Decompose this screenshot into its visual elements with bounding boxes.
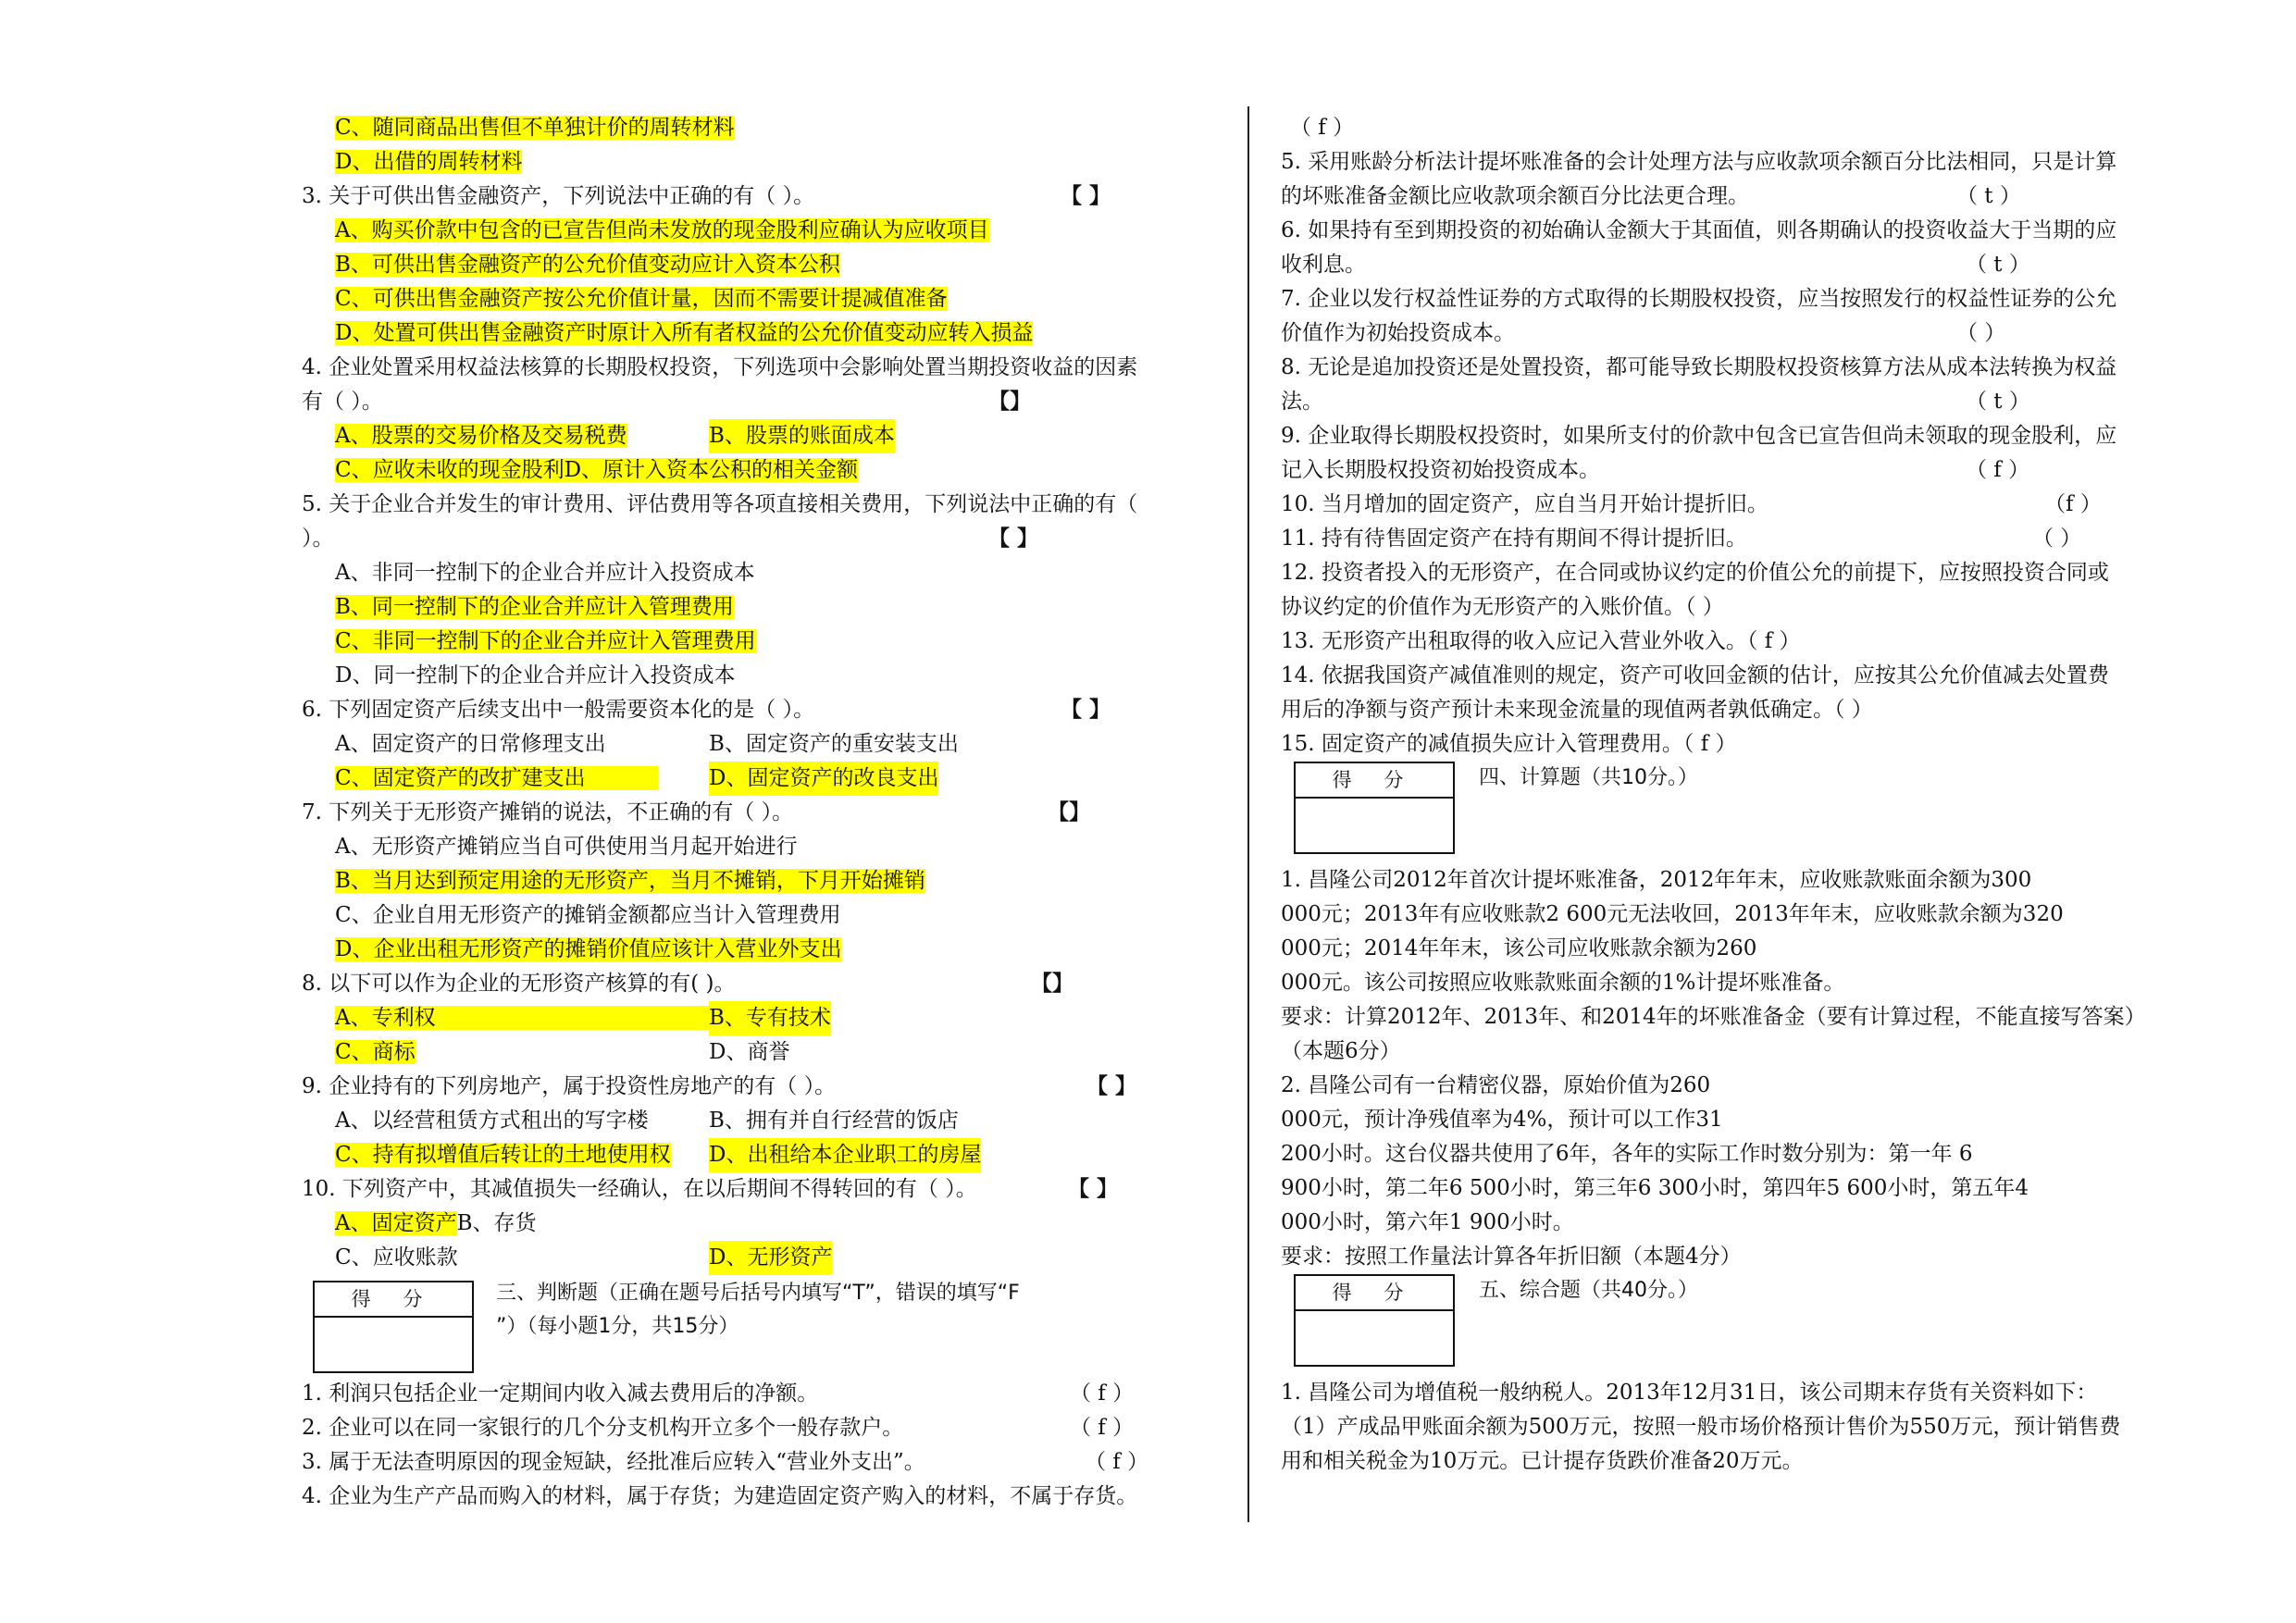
option-text: B、股票的账面成本	[709, 419, 895, 453]
left-column	[302, 111, 1218, 1514]
question-stem: 9. 企业持有的下列房地产，属于投资性房地产的有（ ）。 【 】	[302, 1070, 1218, 1104]
calc-text: 200小时。这台仪器共使用了6年，各年的实际工作时数分别为：第一年 6	[1281, 1142, 1973, 1166]
tf-item: 14. 依据我国资产减值准则的规定，资产可收回金额的估计，应按其公允价值减去处置费	[1281, 663, 2109, 688]
option-text: D、固定资产的改良支出	[709, 762, 938, 796]
score-label: 得 分	[1296, 1276, 1453, 1311]
option-text: B、固定资产的重安装支出	[709, 732, 959, 756]
tf-answer: （ t ）	[1966, 390, 2030, 414]
option-text: A、固定资产的日常修理支出	[335, 732, 606, 756]
question-stem: 8. 以下可以作为企业的无形资产核算的有( )。 【】	[302, 967, 1218, 1001]
score-box	[1294, 762, 1455, 854]
option-text: C、应收账款	[335, 1245, 458, 1270]
option-text: A、非同一控制下的企业合并应计入投资成本	[335, 561, 755, 585]
option-text: C、持有拟增值后转让的土地使用权	[335, 1143, 671, 1167]
option-text: D、无形资产	[709, 1241, 832, 1275]
option-text: A、以经营租赁方式租出的写字楼	[335, 1109, 649, 1133]
option-text: C、固定资产的改扩建支出	[335, 766, 658, 790]
tf-item: 11. 持有待售固定资产在持有期间不得计提折旧。 （ ）	[1281, 522, 2197, 556]
tf-answer: （ f ）	[1070, 1381, 1135, 1406]
column-divider	[1247, 106, 1249, 1522]
tf-item: 4. 企业为生产产品而购入的材料，属于存货；为建造固定资产购入的材料，不属于存货。	[302, 1484, 1138, 1508]
option-text: C、非同一控制下的企业合并应计入管理费用	[335, 629, 756, 653]
answer-bracket: 【 】	[1061, 698, 1111, 722]
tf-item: 1. 利润只包括企业一定期间内收入减去费用后的净额。 （ f ）	[302, 1377, 1218, 1411]
option-text: C、随同商品出售但不单独计价的周转材料	[335, 116, 735, 140]
section-title: 四、计算题（共10分。）	[1479, 766, 1698, 789]
tf-answer: （f ）	[2044, 492, 2102, 516]
option-text: D、出租给本企业职工的房屋	[709, 1138, 981, 1172]
tf-item: 8. 无论是追加投资还是处置投资，都可能导致长期股权投资核算方法从成本法转换为权益	[1281, 355, 2117, 379]
calc-text: 要求：按照工作量法计算各年折旧额（本题4分）	[1281, 1245, 1742, 1269]
tf-item: 2. 企业可以在同一家银行的几个分支机构开立多个一般存款户。 （ f ）	[302, 1411, 1218, 1445]
calc-text: 2. 昌隆公司有一台精密仪器，原始价值为260	[1281, 1073, 1711, 1097]
option-text: C、应收未收的现金股利D、原计入资本公积的相关金额	[335, 458, 859, 482]
tf-answer: （ t ）	[1956, 184, 2021, 208]
answer-bracket: 【 】	[1068, 1177, 1119, 1201]
calc-text: 1. 昌隆公司2012年首次计提坏账准备，2012年年末，应收账款账面余额为300	[1281, 868, 2032, 892]
option-text: D、出借的周转材料	[335, 150, 523, 174]
question-stem: 3. 关于可供出售金融资产，下列说法中正确的有（ ）。 【 】	[302, 180, 1218, 214]
answer-bracket: 【 】	[988, 527, 1039, 551]
option-text: A、股票的交易价格及交易税费	[335, 424, 627, 448]
answer-bracket: 【 】	[1061, 184, 1111, 208]
tf-item: 9. 企业取得长期股权投资时，如果所支付的价款中包含已宣告但尚未领取的现金股利，应	[1281, 424, 2117, 448]
score-box	[1294, 1274, 1455, 1367]
tf-item: 6. 如果持有至到期投资的初始确认金额大于其面值，则各期确认的投资收益大于当期的应	[1281, 218, 2117, 242]
right-column: （ f ） 5. 采用账龄分析法计提坏账准备的会计处理方法与应收款项余额百分比法相同，只是计算 的坏账准备金额比应收款项余额百分比法更合理。 （ t ） 6. 如果持有至到期投资的初始确认金额大于其面值，则各期确认的投资收益大于当期的应 收利息。 （ t ） 7. 企业以发行权益性证券的方式取得的长期股权投资，应当按照发行的权益性证券的公允 价值作为初始投资成本。 （ ） 8. 无论是追加投资还是处置投资，都可能导致长期股权投资核算方法从成本法转换为权益 法。 （ t ） 9. 企业取得长期股权投资时，如果所支付的价款中包含已宣告但尚未领取的现金股利，应 记入长期股权投资初始投资成本。 （ f ） 10. 当月增加的固定资产，应自当月开始计提折旧。 （f ） 11. 持有待售固定资产在持有期间不得计提折旧。 （ ） 12. 投资者投入的无形资产，在合同或协议约定的价值公允的前提下，应按照投资合同或 协议约定的价值作为无形资产的入账价值。（ ） 13. 无形资产出租取得的收入应记入营业外收入。（ f ） 14. 依据我国资产减值准则的规定，资产可收回金额的估计，应按其公允价值减去处置费 用后的净额与资产预计未来现金流量的现值两者孰低确定。（ ） 15. 固定资产的减值损失应计入管理费用。（ f ） 得 分 四、计算题（共10分。） 1. 昌隆公司2012年首次计提坏账准备，2012年年末，应收账款账面余额为300 000元；2013年有应收账款2 600元无法收回，2013年年末，应收账款余额为320 000元；2014年年末，该公司应收账款余额为260 000元。该公司按照应收账款账面余额的1%计提坏账准备。 要求：计算2012年、2013年、和2014年的坏账准备金（要有计算过程，不能直接写答案） （本题6分） 2. 昌隆公司有一台精密仪器，原始价值为260 000元，预计净残值率为4%，预计可以工作31 200小时。这台仪器共使用了6年，各年的实际工作时数分别为：第一年 6 900小时，第二年6 500小时，第三年6 300小时，第四年5 600小时，第五年4 000小时，第六年1 900小时。 要求：按照工作量法计算各年折旧额（本题4分） 得 分 五、综合题（共40分。） 1. 昌隆公司为增值税一般纳税人。2013年12月31日，该公司期末存货有关资料如下： （1）产成品甲账面余额为500万元，按照一般市场价格预计售价为550万元，预计销售费 用和相关税金为10万元。已计提存货跌价准备20万元。	[1281, 111, 2197, 1479]
tf-answer: （ f ）	[1290, 116, 1355, 140]
question-stem: 有（ ）。 【】	[302, 385, 1218, 419]
tf-item: 12. 投资者投入的无形资产，在合同或协议约定的价值公允的前提下，应按照投资合同或	[1281, 561, 2109, 585]
question-stem: 7. 下列关于无形资产摊销的说法，不正确的有（ ）。 【】	[302, 796, 1218, 830]
section-title: 五、综合题（共40分。）	[1479, 1279, 1698, 1302]
question-stem: ）。 【 】	[302, 522, 1218, 556]
calc-text: （本题6分）	[1281, 1039, 1401, 1063]
question-stem: 6. 下列固定资产后续支出中一般需要资本化的是（ ）。 【 】	[302, 693, 1218, 727]
option-text: A、专利权	[335, 1006, 747, 1030]
score-label: 得 分	[315, 1282, 472, 1318]
comp-text: （1）产成品甲账面余额为500万元，按照一般市场价格预计售价为550万元，预计销售费	[1281, 1415, 2121, 1439]
section-header-calculation	[1281, 762, 2197, 863]
tf-answer: （ f ）	[1085, 1450, 1149, 1474]
question-stem: 10. 下列资产中，其减值损失一经确认，在以后期间不得转回的有（ ）。 【 】	[302, 1172, 1218, 1207]
tf-item: 15. 固定资产的减值损失应计入管理费用。（ f ）	[1281, 732, 1737, 756]
score-box	[313, 1281, 474, 1373]
tf-answer: （ f ）	[1070, 1416, 1135, 1440]
option-text: B、专有技术	[709, 1001, 831, 1035]
tf-item: 3. 属于无法查明原因的现金短缺，经批准后应转入“营业外支出”。 （ f ）	[302, 1445, 1218, 1480]
option-text: B、同一控制下的企业合并应计入管理费用	[335, 595, 734, 619]
option-text: A、无形资产摊销应当自可供使用当月起开始进行	[335, 835, 798, 859]
question-stem: 4. 企业处置采用权益法核算的长期股权投资，下列选项中会影响处置当期投资收益的因素	[302, 355, 1138, 379]
option-text: A、购买价款中包含的已宣告但尚未发放的现金股利应确认为应收项目	[335, 218, 989, 242]
tf-item: 7. 企业以发行权益性证券的方式取得的长期股权投资，应当按照发行的权益性证券的公允	[1281, 287, 2117, 311]
calc-text: 900小时，第二年6 500小时，第三年6 300小时，第四年5 600小时，第五年4	[1281, 1176, 2029, 1200]
answer-bracket: 【 】	[1086, 1074, 1137, 1098]
section-header-judgement	[302, 1275, 1218, 1377]
option-text: B、拥有并自行经营的饭店	[709, 1109, 959, 1133]
section-title: 三、判断题（正确在题号后括号内填写“T”，错误的填写“F ”）（每小题1分，共15分）	[496, 1282, 1020, 1338]
calc-text: 000元；2013年有应收账款2 600元无法收回，2013年年末，应收账款余额为320	[1281, 902, 2064, 926]
tf-item: 10. 当月增加的固定资产，应自当月开始计提折旧。 （f ）	[1281, 488, 2197, 522]
comp-text: 用和相关税金为10万元。已计提存货跌价准备20万元。	[1281, 1449, 1804, 1473]
option-text: C、可供出售金融资产按公允价值计量，因而不需要计提减值准备	[335, 287, 948, 311]
tf-answer: （ ）	[2032, 527, 2082, 551]
option-text: A、固定资产	[335, 1211, 457, 1235]
answer-bracket: 【】	[988, 390, 1031, 414]
question-stem: 5. 关于企业合并发生的审计费用、评估费用等各项直接相关费用，下列说法中正确的有（	[302, 492, 1138, 516]
tf-answer: （ ）	[1956, 321, 2006, 345]
option-text: D、商誉	[709, 1040, 790, 1064]
comp-text: 1. 昌隆公司为增值税一般纳税人。2013年12月31日，该公司期末存货有关资料如下：	[1281, 1381, 2098, 1405]
calc-text: 000小时，第六年1 900小时。	[1281, 1210, 1574, 1234]
tf-item: 5. 采用账龄分析法计提坏账准备的会计处理方法与应收款项余额百分比法相同，只是计算	[1281, 150, 2117, 174]
calc-text: 000元；2014年年末，该公司应收账款余额为260	[1281, 936, 1757, 960]
score-label: 得 分	[1296, 763, 1453, 799]
answer-bracket: 【】	[1048, 800, 1090, 824]
option-text: D、处置可供出售金融资产时原计入所有者权益的公允价值变动应转入损益	[335, 321, 1034, 345]
option-text: D、企业出租无形资产的摊销价值应该计入营业外支出	[335, 937, 842, 961]
tf-answer: （ t ）	[1966, 253, 2030, 277]
option-text: B、存货	[456, 1211, 537, 1235]
calc-text: 000元。该公司按照应收账款账面余额的1%计提坏账准备。	[1281, 971, 1845, 995]
tf-item: 13. 无形资产出租取得的收入应记入营业外收入。（ f ）	[1281, 629, 1801, 653]
tf-answer: （ f ）	[1966, 458, 2030, 482]
answer-bracket: 【】	[1031, 972, 1074, 996]
section-header-comprehensive	[1281, 1274, 2197, 1376]
option-text: B、可供出售金融资产的公允价值变动应计入资本公积	[335, 253, 840, 277]
calc-text: 要求：计算2012年、2013年、和2014年的坏账准备金（要有计算过程，不能直接写答案）	[1281, 1005, 2146, 1029]
calc-text: 000元，预计净残值率为4%，预计可以工作31	[1281, 1108, 1723, 1132]
option-text: D、同一控制下的企业合并应计入投资成本	[335, 663, 736, 688]
option-text: C、企业自用无形资产的摊销金额都应当计入管理费用	[335, 903, 841, 927]
option-text: C、商标	[335, 1040, 416, 1064]
option-text: B、当月达到预定用途的无形资产，当月不摊销，下月开始摊销	[335, 869, 925, 893]
